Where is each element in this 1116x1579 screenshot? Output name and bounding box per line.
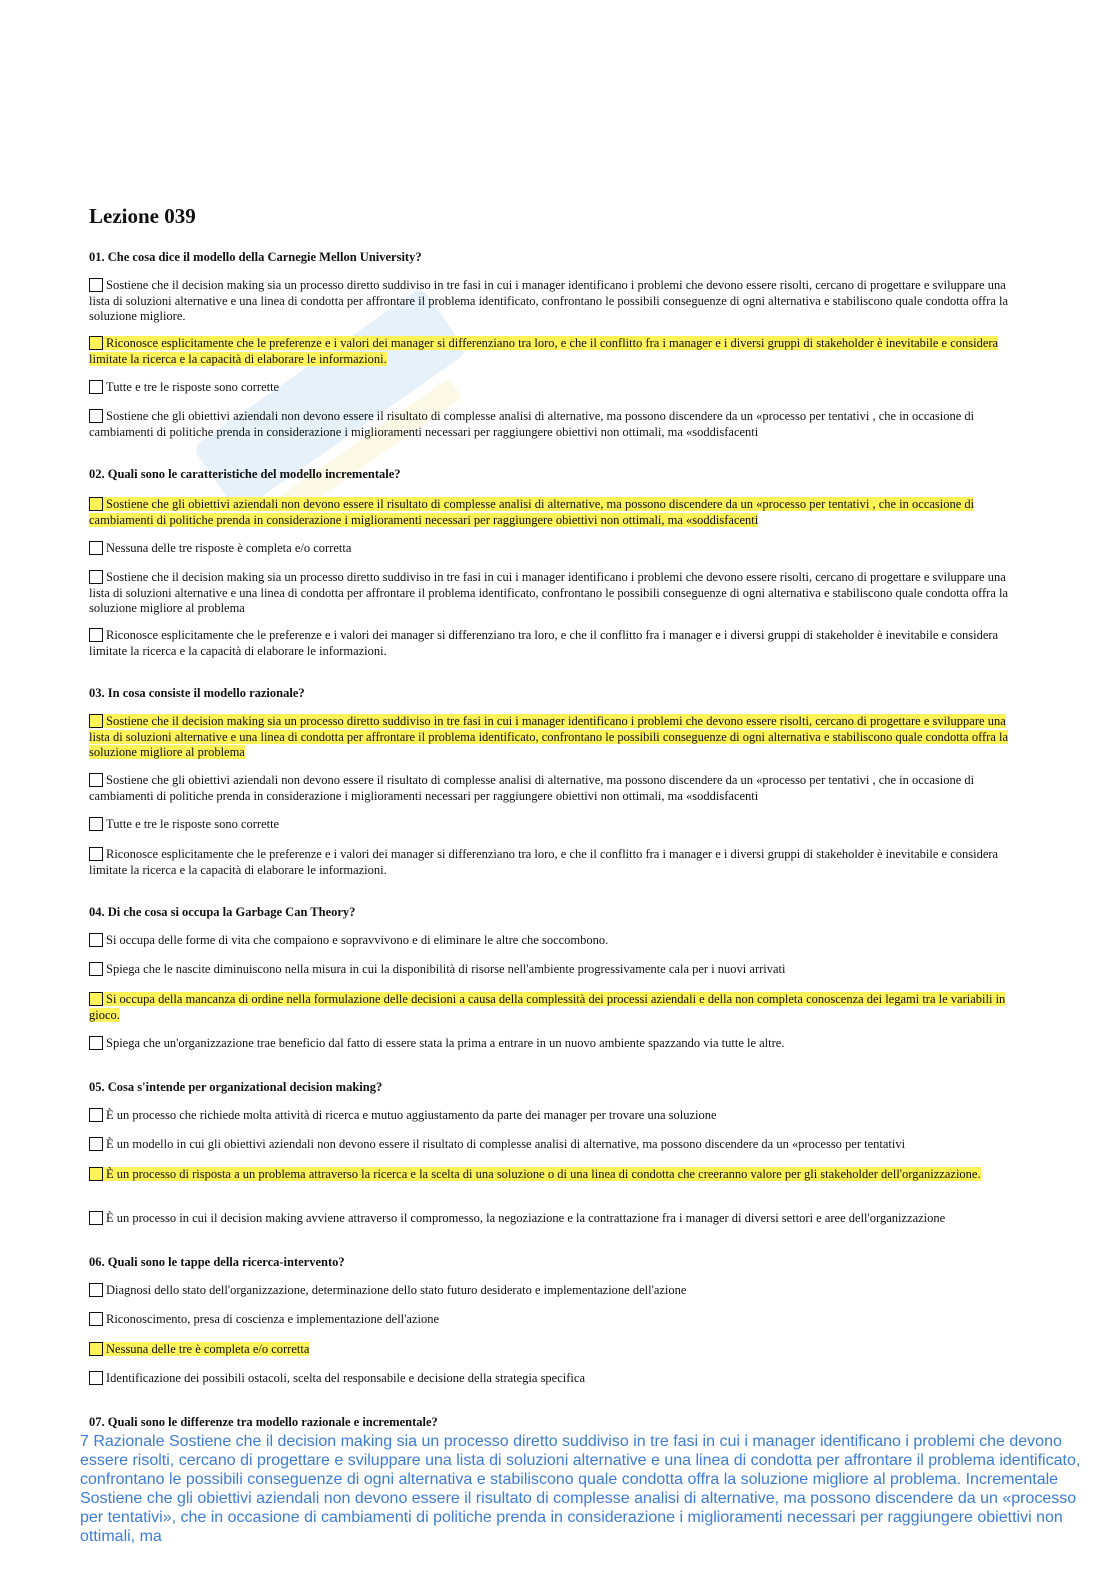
checkbox[interactable] (89, 1312, 103, 1326)
checkbox[interactable] (89, 1342, 103, 1356)
question-04: 04. Di che cosa si occupa la Garbage Can Theory? (89, 905, 356, 919)
question-06: 06. Quali sono le tappe della ricerca-intervento? (89, 1255, 345, 1269)
checkbox[interactable] (89, 847, 103, 861)
checkbox[interactable] (89, 541, 103, 555)
checkbox[interactable] (89, 992, 103, 1006)
answer-option: Spiega che un'organizzazione trae beneficio dal fatto di essere stata la prima a entrare in un nuovo ambiente spazzando via tutte le altre. (89, 1036, 1019, 1052)
answer-option-correct: Nessuna delle tre è completa e/o corretta (89, 1342, 1019, 1358)
answer-option-correct: Sostiene che gli obiettivi aziendali non devono essere il risultato di complesse analisi di alternative, ma possono discendere da un «processo per tentativi , che in occasione di cambiamenti di politiche prenda in considerazione i miglioramenti necessari per raggiungere obiettivi non ottimali, ma «soddisfacenti (89, 497, 975, 527)
answer-option: Sostiene che gli obiettivi aziendali non devono essere il risultato di complesse analisi di alternative, ma possono discendere da un «processo per tentativi , che in occasione di cambiamenti di politiche prenda in considerazione i miglioramenti necessari per raggiungere obiettivi non ottimali, ma «soddisfacenti (89, 773, 975, 803)
answer-option-correct: Si occupa della mancanza di ordine nella formulazione delle decisioni a causa della complessità dei processi aziendali e della non completa conoscenza dei legami tra le variabili in gioco. (89, 992, 1006, 1022)
checkbox[interactable] (89, 773, 103, 787)
answer-option: Riconoscimento, presa di coscienza e implementazione dell'azione (89, 1312, 1019, 1328)
answer-option: Diagnosi dello stato dell'organizzazione, determinazione dello stato futuro desiderato e implementazione dell'azione (89, 1283, 1019, 1299)
answer-option: Sostiene che il decision making sia un processo diretto suddiviso in tre fasi in cui i manager identificano i problemi che devono essere risolti, cercano di progettare e sviluppare una lista di soluzioni alternative e una linea di condotta per affrontare il problema identificato, confrontano le possibili conseguenze di ogni alternativa e stabiliscono quale condotta offra la soluzione migliore. (89, 278, 1009, 323)
answer-option: Nessuna delle tre risposte è completa e/o corretta (89, 541, 1019, 557)
answer-option: È un processo che richiede molta attività di ricerca e mutuo aggiustamento da parte dei manager per trovare una soluzione (89, 1108, 1019, 1124)
checkbox[interactable] (89, 336, 103, 350)
checkbox[interactable] (89, 1108, 103, 1122)
checkbox[interactable] (89, 714, 103, 728)
checkbox[interactable] (89, 570, 103, 584)
checkbox[interactable] (89, 380, 103, 394)
checkbox[interactable] (89, 1137, 103, 1151)
answer-option: È un modello in cui gli obiettivi aziendali non devono essere il risultato di complesse analisi di alternative, ma possono discendere da un «processo per tentativi (89, 1137, 1019, 1153)
question-03: 03. In cosa consiste il modello razionale? (89, 686, 305, 700)
checkbox[interactable] (89, 817, 103, 831)
checkbox[interactable] (89, 962, 103, 976)
answer-option: Sostiene che gli obiettivi aziendali non devono essere il risultato di complesse analisi di alternative, ma possono discendere da un «processo per tentativi , che in occasione di cambiamenti di politiche prenda in considerazione i miglioramenti necessari per raggiungere obiettivi non ottimali, ma «soddisfacenti (89, 409, 975, 439)
question-07: 07. Quali sono le differenze tra modello razionale e incrementale? (89, 1415, 438, 1429)
checkbox[interactable] (89, 278, 103, 292)
checkbox[interactable] (89, 1283, 103, 1297)
answer-option: Si occupa delle forme di vita che compaiono e sopravvivono e di eliminare le altre che soccombono. (89, 933, 1019, 949)
lesson-title: Lezione 039 (89, 204, 196, 228)
answer-option-correct: Sostiene che il decision making sia un processo diretto suddiviso in tre fasi in cui i manager identificano i problemi che devono essere risolti, cercano di progettare e sviluppare una lista di soluzioni alternative e una linea di condotta per affrontare il problema identificato, confrontano le possibili conseguenze di ogni alternativa e stabiliscono quale condotta offra la soluzione migliore al problema (89, 714, 1009, 759)
answer-option: Spiega che le nascite diminuiscono nella misura in cui la disponibilità di risorse nell'ambiente progressivamente cala per i nuovi arrivati (89, 962, 1019, 978)
checkbox[interactable] (89, 497, 103, 511)
answer-option: Sostiene che il decision making sia un processo diretto suddiviso in tre fasi in cui i manager identificano i problemi che devono essere risolti, cercano di progettare e sviluppare una lista di soluzioni alternative e una linea di condotta per affrontare il problema identificato, confrontano le possibili conseguenze di ogni alternativa e stabiliscono quale condotta offra la soluzione migliore al problema (89, 570, 1009, 615)
question-01: 01. Che cosa dice il modello della Carnegie Mellon University? (89, 250, 422, 264)
answer-option: Tutte e tre le risposte sono corrette (89, 817, 1019, 833)
checkbox[interactable] (89, 933, 103, 947)
question-05: 05. Cosa s'intende per organizational decision making? (89, 1080, 383, 1094)
checkbox[interactable] (89, 1167, 103, 1181)
answer-option: Identificazione dei possibili ostacoli, scelta del responsabile e decisione della strategia specifica (89, 1371, 1019, 1387)
answer-option: Tutte e tre le risposte sono corrette (89, 380, 1019, 396)
answer-option-correct: È un processo di risposta a un problema attraverso la ricerca e la scelta di una soluzione o di una linea di condotta che creeranno valore per gli stakeholder dell'organizzazione. (89, 1167, 1019, 1183)
checkbox[interactable] (89, 628, 103, 642)
answer-option-correct: Riconosce esplicitamente che le preferenze e i valori dei manager si differenziano tra loro, e che il conflitto fra i manager e i diversi gruppi di stakeholder è inevitabile e considera limitate la ricerca e la capacità di elaborare le informazioni. (89, 336, 999, 366)
checkbox[interactable] (89, 1036, 103, 1050)
checkbox[interactable] (89, 409, 103, 423)
answer-note: 7 Razionale Sostiene che il decision making sia un processo diretto suddiviso in tre fasi in cui i manager identificano i problemi che devono essere risolti, cercano di progettare e sviluppare una lista di soluzioni alternative e una linea di condotta per affrontare il problema identificato, confrontano le possibili conseguenze di ogni alternativa e stabiliscono quale condotta offra la soluzione migliore al problema. Incrementale Sostiene che gli obiettivi aziendali non devono essere il risultato di complesse analisi di alternative, ma possono discendere da un «processo per tentativi», che in occasione di cambiamenti di politiche prenda in considerazione i miglioramenti necessari per raggiungere obiettivi non ottimali, ma (80, 1433, 1081, 1545)
answer-option: Riconosce esplicitamente che le preferenze e i valori dei manager si differenziano tra loro, e che il conflitto fra i manager e i diversi gruppi di stakeholder è inevitabile e considera limitate la ricerca e la capacità di elaborare le informazioni. (89, 628, 999, 658)
question-02: 02. Quali sono le caratteristiche del modello incrementale? (89, 467, 401, 481)
answer-option: Riconosce esplicitamente che le preferenze e i valori dei manager si differenziano tra loro, e che il conflitto fra i manager e i diversi gruppi di stakeholder è inevitabile e considera limitate la ricerca e la capacità di elaborare le informazioni. (89, 847, 999, 877)
checkbox[interactable] (89, 1211, 103, 1225)
checkbox[interactable] (89, 1371, 103, 1385)
answer-option: È un processo in cui il decision making avviene attraverso il compromesso, la negoziazione e la contrattazione fra i manager di diversi settori e aree dell'organizzazione (89, 1211, 1019, 1227)
